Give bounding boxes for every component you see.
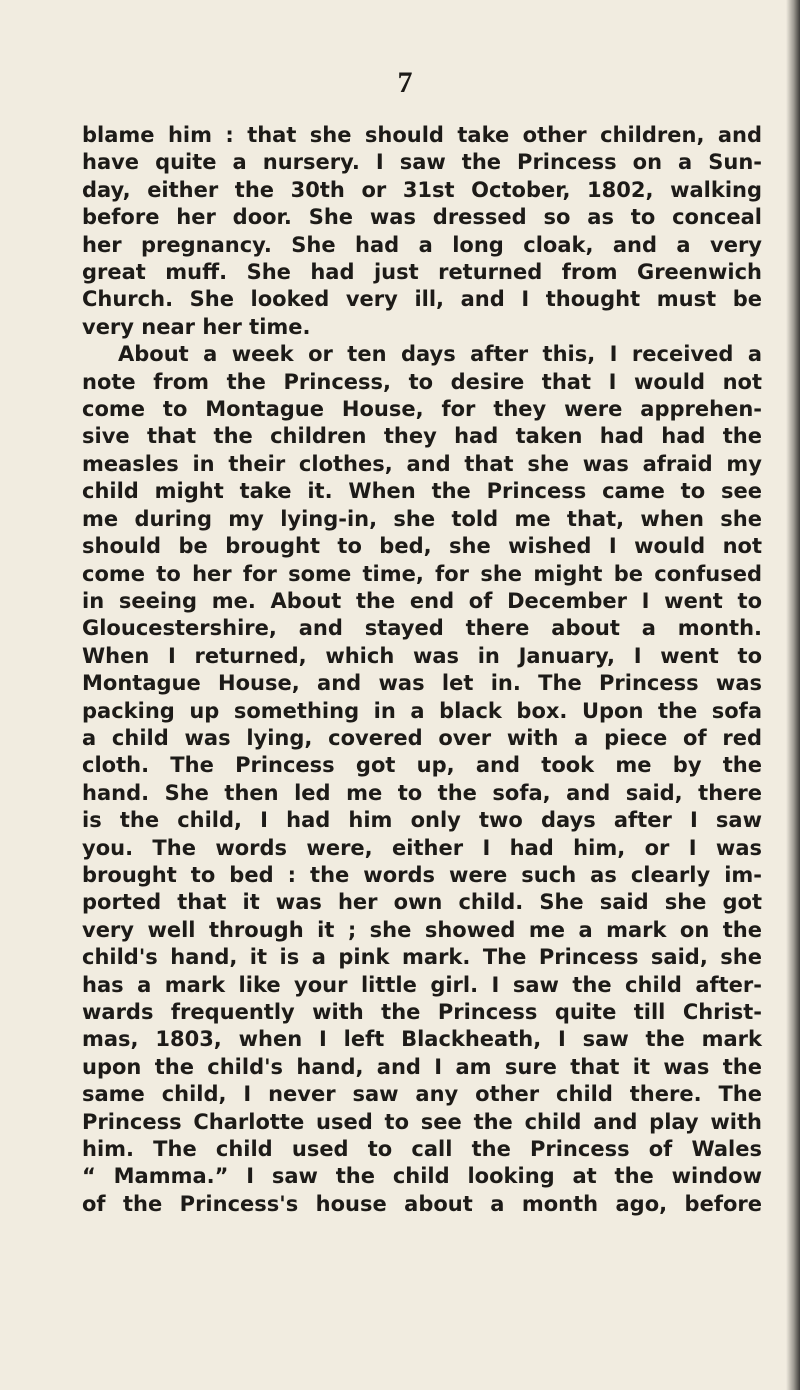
text-line: cloth. The Princess got up, and took me by the xyxy=(82,753,762,778)
text-line: very near her time. xyxy=(82,314,311,339)
text-line: come to her for some time, for she might be confused xyxy=(82,561,762,586)
text-line: About a week or ten days after this, I received a xyxy=(118,342,762,367)
text-line: sive that the children they had taken had had the xyxy=(82,424,762,449)
text-line: me during my lying-in, she told me that, when she xyxy=(82,506,762,531)
text-line: is the child, I had him only two days after I saw xyxy=(82,808,762,833)
text-line: you. The words were, either I had him, or I was xyxy=(82,835,762,860)
text-line: wards frequently with the Princess quite till Christ- xyxy=(82,1000,762,1024)
text-line: “ Mamma.” I saw the child looking at the window xyxy=(82,1164,762,1189)
text-line: packing up something in a black box. Upon the sofa xyxy=(82,698,762,723)
text-line: very well through it ; she showed me a mark on the xyxy=(82,917,762,942)
text-line: mas, 1803, when I left Blackheath, I saw the mark xyxy=(82,1027,762,1052)
text-line: Princess Charlotte used to see the child and play with xyxy=(82,1109,762,1134)
text-line: child's hand, it is a pink mark. The Princess said, she xyxy=(82,945,762,970)
text-line: blame him : that she should take other children, and xyxy=(82,123,762,147)
text-line: measles in their clothes, and that she was afraid my xyxy=(82,451,762,476)
text-line: him. The child used to call the Princess of Wales xyxy=(82,1137,762,1162)
text-line: When I returned, which was in January, I went to xyxy=(82,643,762,668)
text-line: hand. She then led me to the sofa, and said, there xyxy=(82,780,762,805)
text-line: Church. She looked very ill, and I thought must be xyxy=(82,287,762,312)
page-number: 7 xyxy=(397,66,413,99)
text-line: have quite a nursery. I saw the Princess on a Sun- xyxy=(82,150,762,175)
text-line: has a mark like your little girl. I saw the child after- xyxy=(82,972,762,997)
text-line: same child, I never saw any other child there. The xyxy=(82,1082,762,1107)
text-line: great muff. She had just returned from Greenwich xyxy=(82,260,762,285)
text-line: in seeing me. About the end of December I went to xyxy=(82,588,762,613)
text-line: Montague House, and was let in. The Princess was xyxy=(82,671,762,696)
text-line: before her door. She was dressed so as to conceal xyxy=(82,205,762,230)
text-line: a child was lying, covered over with a piece of red xyxy=(82,725,762,750)
text-line: come to Montague House, for they were apprehen- xyxy=(82,397,762,422)
text-line: her pregnancy. She had a long cloak, and a very xyxy=(82,232,762,257)
text-line: note from the Princess, to desire that I would not xyxy=(82,369,762,394)
text-line: Gloucestershire, and stayed there about a month. xyxy=(82,616,762,641)
text-line: ported that it was her own child. She said she got xyxy=(82,890,762,915)
text-line: brought to bed : the words were such as clearly im- xyxy=(82,862,762,887)
text-line: upon the child's hand, and I am sure that it was the xyxy=(82,1054,762,1079)
text-line: of the Princess's house about a month ago, before xyxy=(82,1191,762,1216)
text-line: child might take it. When the Princess came to see xyxy=(82,479,762,504)
text-line: day, either the 30th or 31st October, 1802, walking xyxy=(82,177,762,202)
text-line: should be brought to bed, she wished I would not xyxy=(82,534,762,559)
body-text xyxy=(82,122,762,1218)
page-edge-shadow xyxy=(786,0,800,1390)
